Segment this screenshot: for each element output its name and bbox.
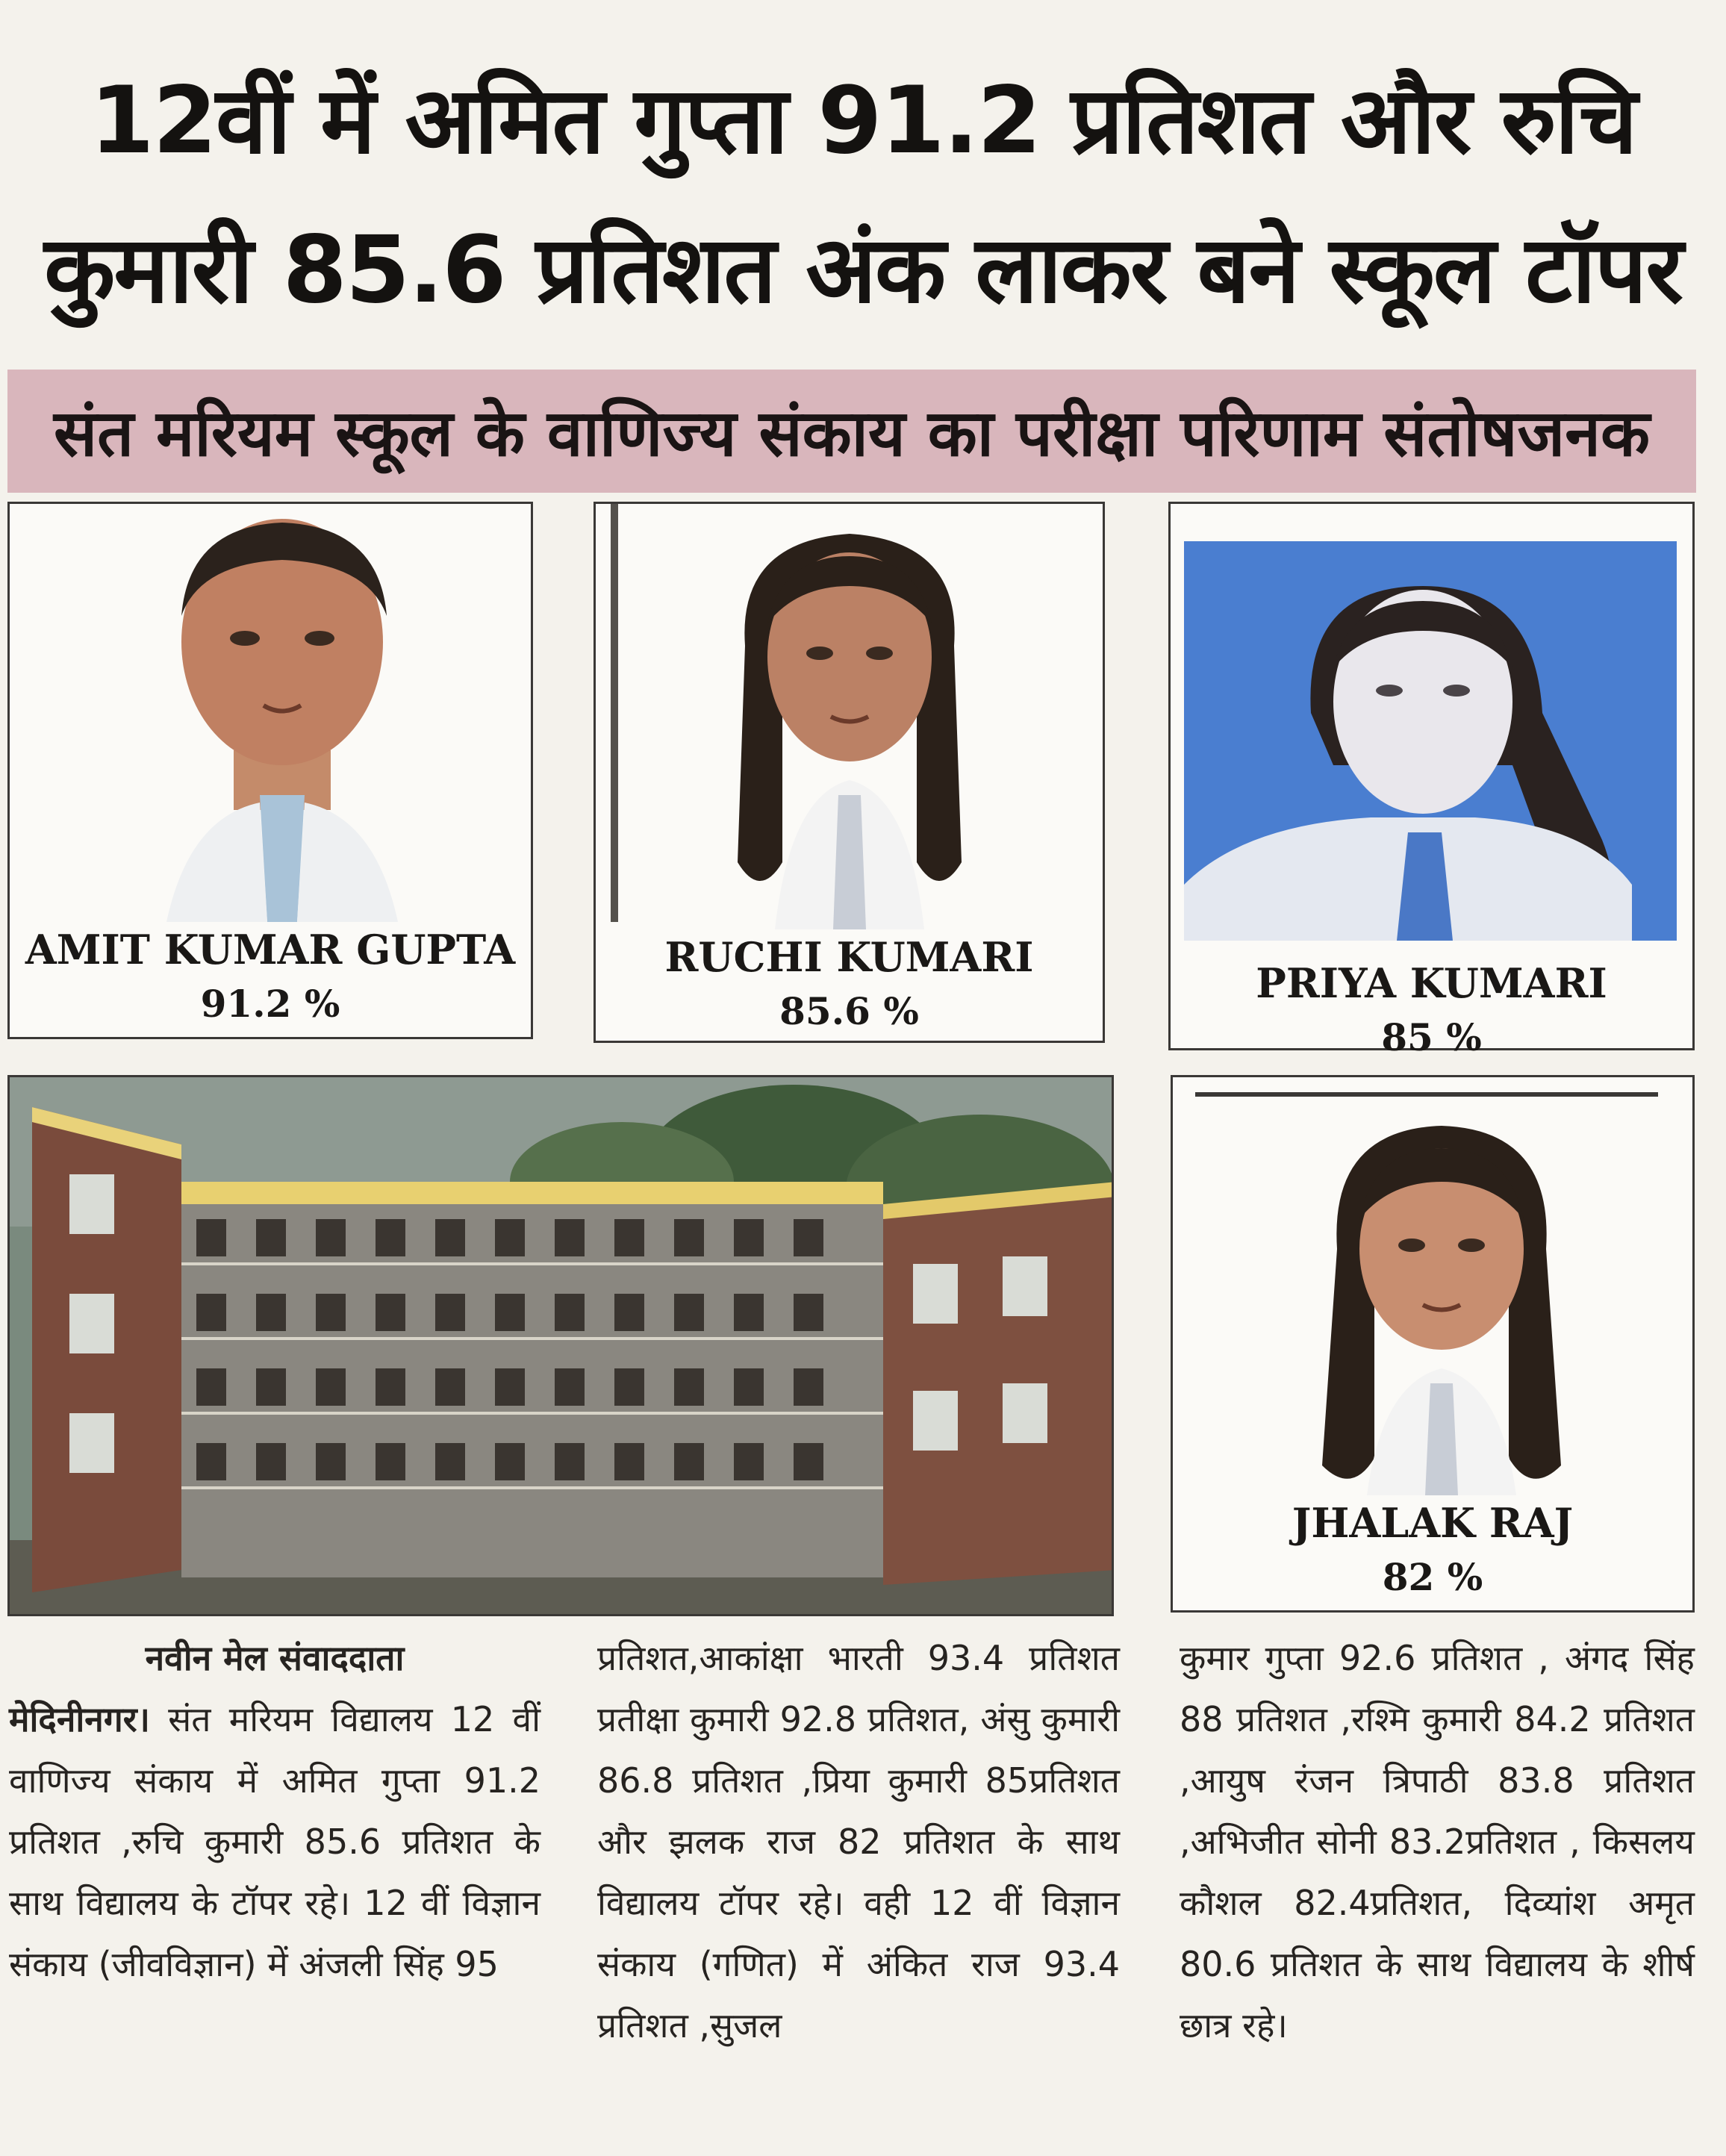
article-text: संत मरियम विद्यालय 12 वीं वाणिज्य संकाय में अमित गुप्ता 91.2 प्रतिशत ,रुचि कुमारी 85.6 प्रतिशत के साथ विद्यालय के टॉपर रहे। 12 वीं विज्ञान संकाय (जीवविज्ञान) में अंजली सिंह 95 (9, 1699, 540, 1984)
student-portrait-girl (1285, 1107, 1598, 1495)
article-text: प्रतिशत,आकांक्षा भारती 93.4 प्रतिशत प्रतीक्षा कुमारी 92.8 प्रतिशत, अंसु कुमारी 86.8 प्रतिशत ,प्रिया कुमारी 85प्रतिशत और झलक राज 82 प्रतिशत के साथ विद्यालय टॉपर रहे। वही 12 वीं विज्ञान संकाय (गणित) में अंकित राज 93.4 प्रतिशत ,सुजल (597, 1638, 1120, 2046)
headline-line-2: कुमारी 85.6 प्रतिशत अंक लाकर बने स्कूल टॉपर (44, 216, 1682, 324)
article-column-3 (1180, 1627, 1695, 2056)
student-portrait-girl (693, 511, 1006, 929)
photo-card-priya (1168, 502, 1695, 1059)
student-name: AMIT KUMAR GUPTA (25, 926, 516, 973)
photo-border-line (611, 504, 618, 922)
student-percentage: 91.2 % (200, 982, 340, 1026)
photo-card-amit (7, 502, 533, 1039)
article-text: कुमार गुप्ता 92.6 प्रतिशत , अंगद सिंह 88 प्रतिशत ,रश्मि कुमारी 84.2 प्रतिशत ,आयुष रंजन त्रिपाठी 83.8 प्रतिशत ,अभिजीत सोनी 83.2प्रतिशत , किसलय कौशल 82.4प्रतिशत, दिव्यांश अमृत 80.6 प्रतिशत के साथ विद्यालय के शीर्ष छात्र रहे। (1180, 1638, 1695, 2046)
student-name: RUCHI KUMARI (664, 933, 1034, 981)
subheadline-banner (7, 370, 1696, 493)
photo-card-ruchi (593, 502, 1105, 1043)
byline: नवीन मेल संवाददाता (145, 1638, 405, 1678)
student-name: PRIYA KUMARI (1256, 959, 1607, 1007)
student-portrait-girl (1184, 541, 1677, 941)
student-name: JHALAK RAJ (1292, 1499, 1574, 1547)
subheadline-text: संत मरियम स्कूल के वाणिज्य संकाय का परीक्षा परिणाम संतोषजनक (53, 396, 1651, 471)
student-percentage: 82 % (1382, 1555, 1483, 1599)
school-building-image (10, 1077, 1114, 1616)
school-building-photo (7, 1075, 1114, 1616)
student-percentage: 85.6 % (779, 989, 919, 1033)
student-percentage: 85 % (1381, 1015, 1482, 1059)
article-column-1 (9, 1627, 540, 1995)
dateline: मेदिनीनगर। (9, 1699, 150, 1739)
student-portrait-boy (122, 504, 435, 922)
article-paragraph (9, 1689, 540, 1995)
headline-line-1: 12वीं में अमित गुप्ता 91.2 प्रतिशत और रुचि (90, 67, 1636, 175)
photo-card-jhalak (1171, 1075, 1695, 1613)
photo-border-line (1195, 1092, 1658, 1097)
article-column-2 (597, 1627, 1120, 2056)
